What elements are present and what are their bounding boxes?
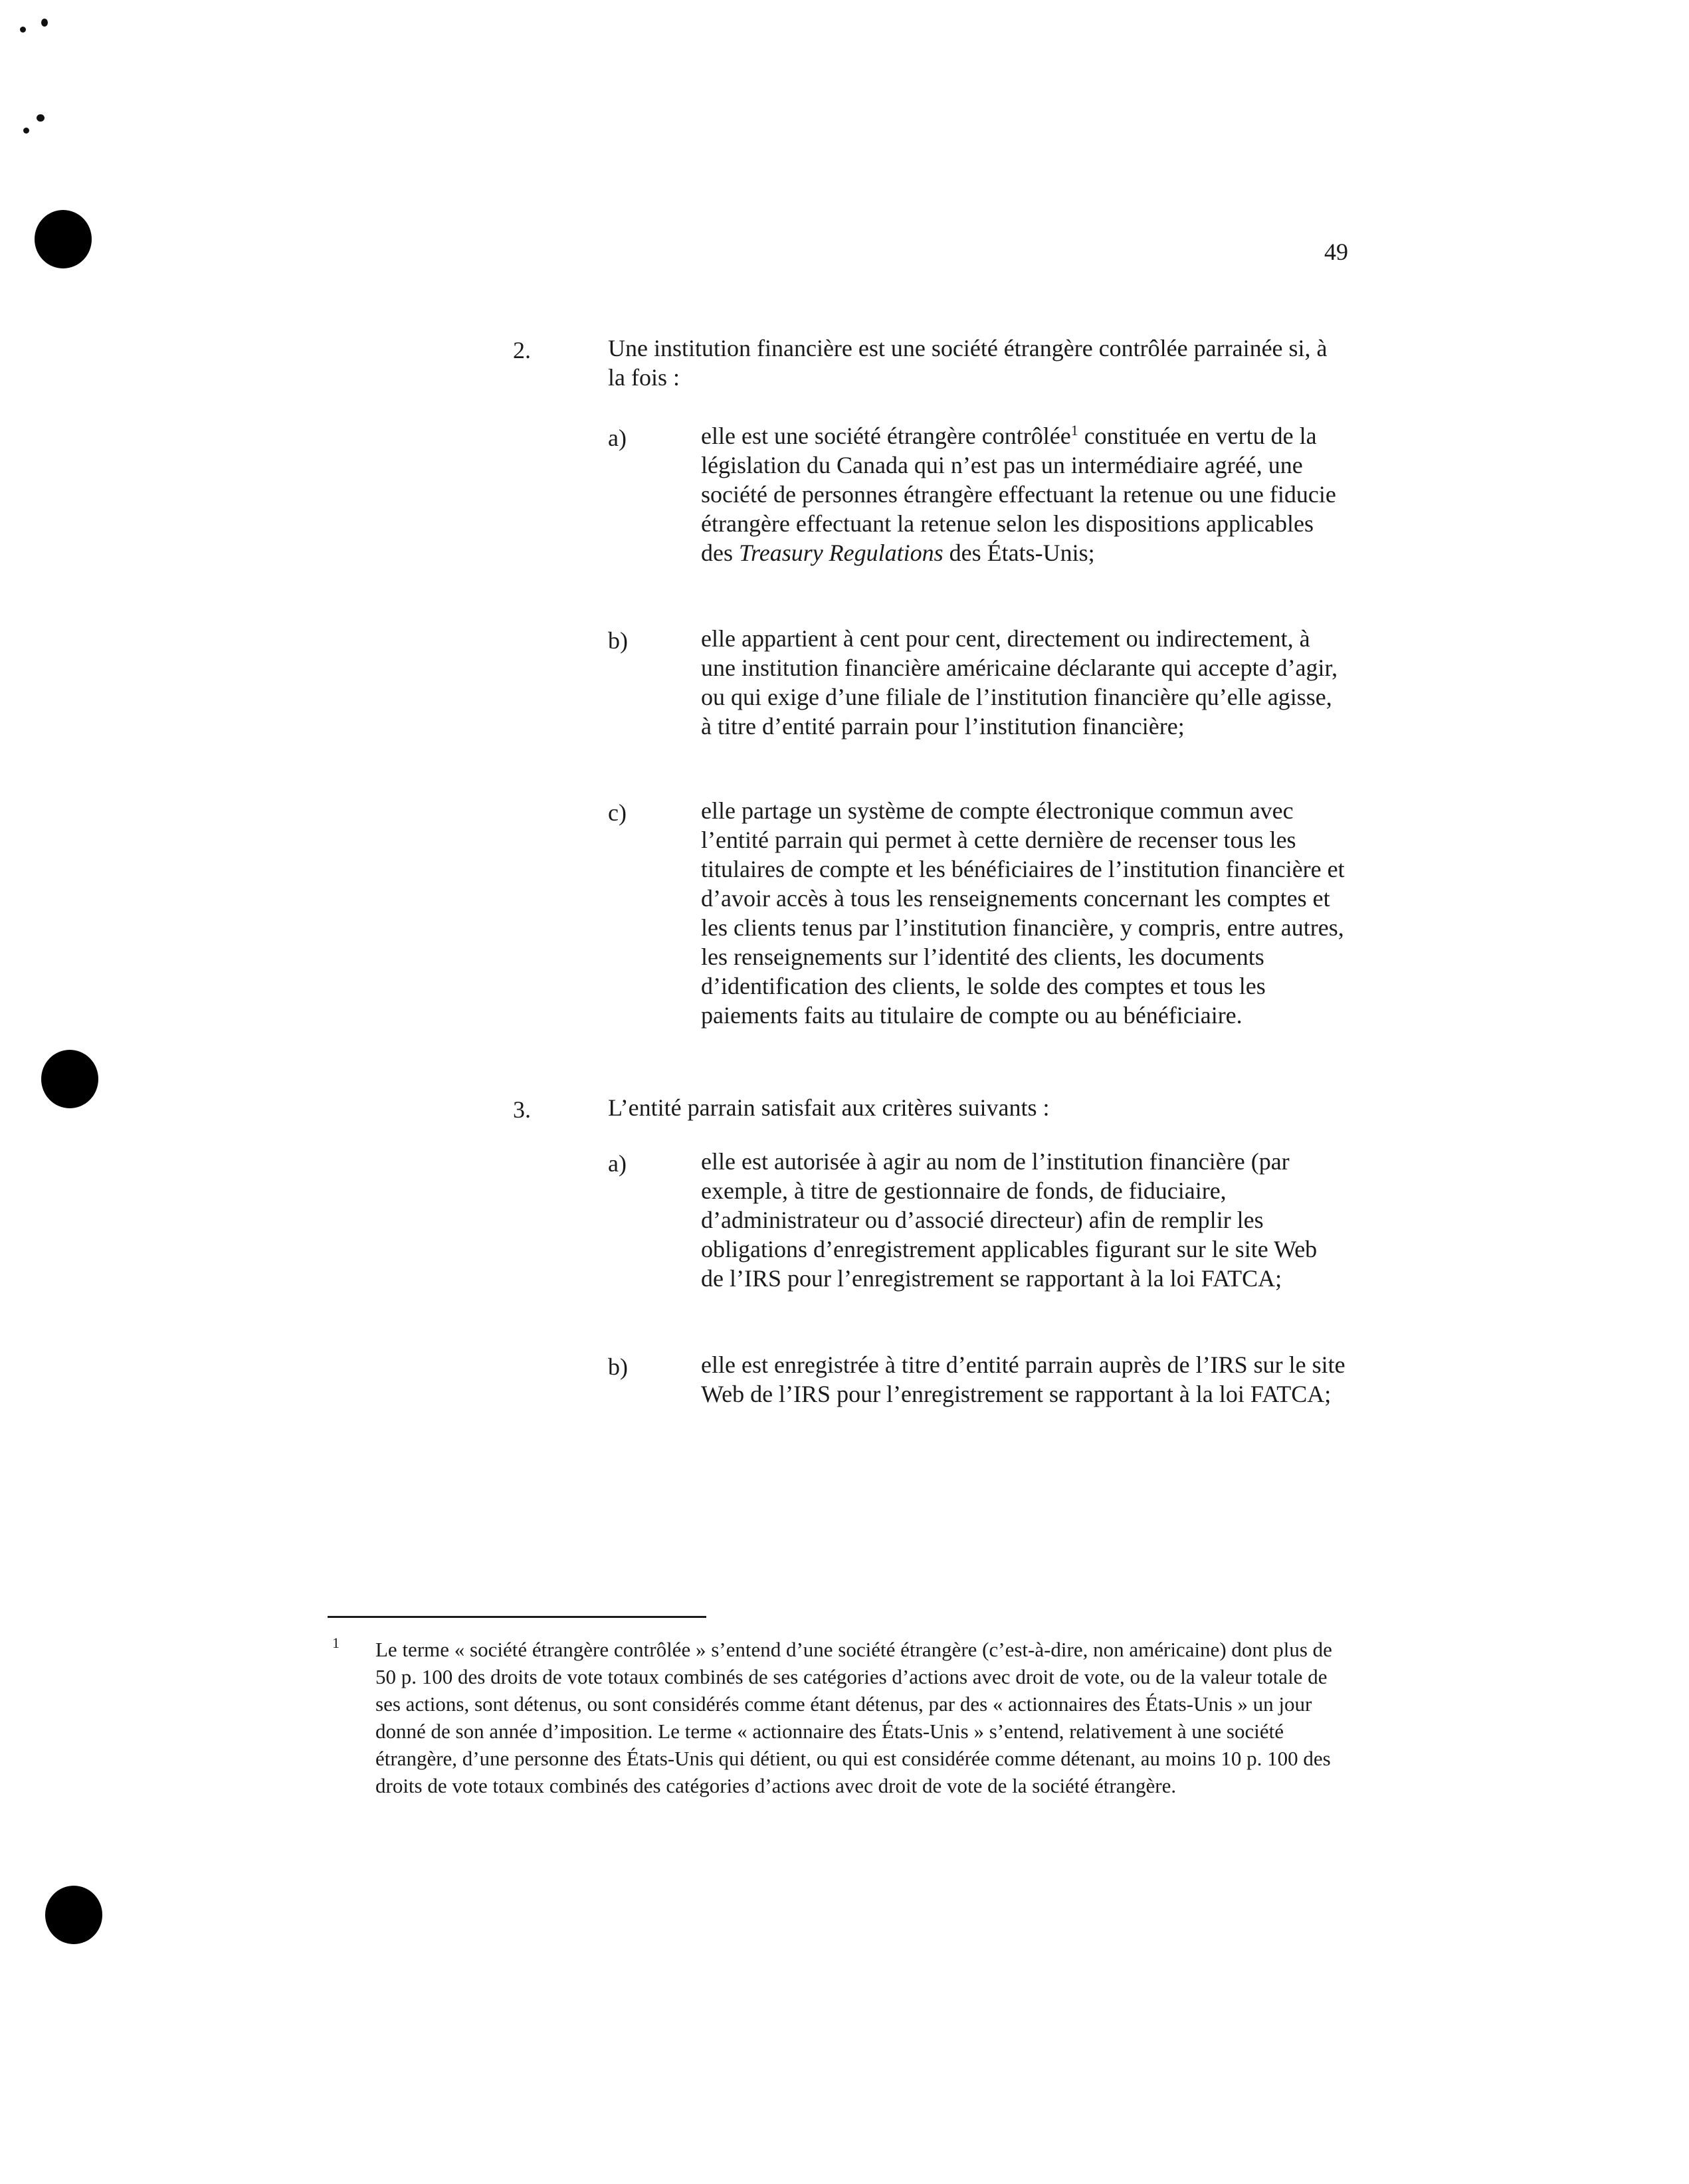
section-intro: Une institution financière est une société étrangère contrôlée parrainée si, à la fois : xyxy=(608,335,1328,391)
scan-speck xyxy=(41,19,48,27)
section-number: 3. xyxy=(513,1096,531,1123)
item-label: a) xyxy=(608,425,627,451)
item-text: elle est autorisée à agir au nom de l’institution financière (par exemple, à titre de gestionnaire de fonds, de fiduciaire, d’administrateur ou d’associé directeur) afin de remplir les obligations d’enregistrement applicables figurant sur le site Web de l’IRS pour l’enregistrement se rapportant à la loi FATCA; xyxy=(701,1148,1318,1292)
section-number: 2. xyxy=(513,337,531,363)
item-label: b) xyxy=(608,627,628,654)
footnote-reference: 1 xyxy=(1070,422,1078,439)
item-text: elle est enregistrée à titre d’entité parrain auprès de l’IRS sur le site Web de l’IRS pour l’enregistrement se rapportant à la loi FATCA; xyxy=(701,1351,1345,1407)
punch-hole-top xyxy=(35,210,92,268)
page-number: 49 xyxy=(1324,239,1348,265)
footnote-marker: 1 xyxy=(332,1635,340,1651)
scan-speck xyxy=(37,114,45,122)
item-label: c) xyxy=(608,799,627,826)
footnote-text: Le terme « société étrangère contrôlée » s’entend d’une société étrangère (c’est-à-dire, non américaine) dont plus de 50 p. 100 des droits de vote totaux combinés de ses catégories d’actions avec droit de vote, ou de la valeur totale de ses actions, sont détenus, ou sont considérés comme étant détenus, par des « actionnaires des États-Unis » un jour donné de son année d’imposition. Le terme « actionnaire des États-Unis » s’entend, relativement à une société étrangère, d’une personne des États-Unis qui détient, ou qui est considérée comme détenant, au moins 10 p. 100 des droits de vote totaux combinés des catégories d’actions avec droit de vote de la société étrangère. xyxy=(375,1638,1332,1797)
item-text: elle partage un système de compte électronique commun avec l’entité parrain qui permet à cette dernière de recenser tous les titulaires de compte et les bénéficiaires de l’institution financière et d’avoir accès à tous les renseignements concernant les comptes et les clients tenus par l’institution financière, y compris, entre autres, les renseignements sur l’identité des clients, les documents d’identification des clients, le solde des comptes et tous les paiements faits au titulaire de compte ou au bénéficiaire. xyxy=(701,797,1345,1029)
scan-speck xyxy=(20,27,26,33)
item-label: b) xyxy=(608,1353,628,1380)
punch-hole-middle xyxy=(41,1050,98,1108)
scan-speck xyxy=(23,128,29,134)
section-intro: L’entité parrain satisfait aux critères suivants : xyxy=(608,1094,1050,1121)
item-text: elle appartient à cent pour cent, directement ou indirectement, à une institution financière américaine déclarante qui accepte d’agir, ou qui exige d’une filiale de l’institution financière qu’elle agisse, à titre d’entité parrain pour l’institution financière; xyxy=(701,625,1338,740)
footnote-separator xyxy=(328,1616,706,1618)
item-label: a) xyxy=(608,1150,627,1177)
item-text: elle est une société étrangère contrôlée$^1$ constituée en vertu de la législation du Canada qui n’est pas un intermédiaire agréé, une société de personnes étrangère effectuant la retenue ou une fiducie étrangère effectuant la retenue selon les dispositions applicables des Treasury Regulations des États-Unis; xyxy=(701,422,1336,566)
punch-hole-bottom xyxy=(45,1886,102,1944)
